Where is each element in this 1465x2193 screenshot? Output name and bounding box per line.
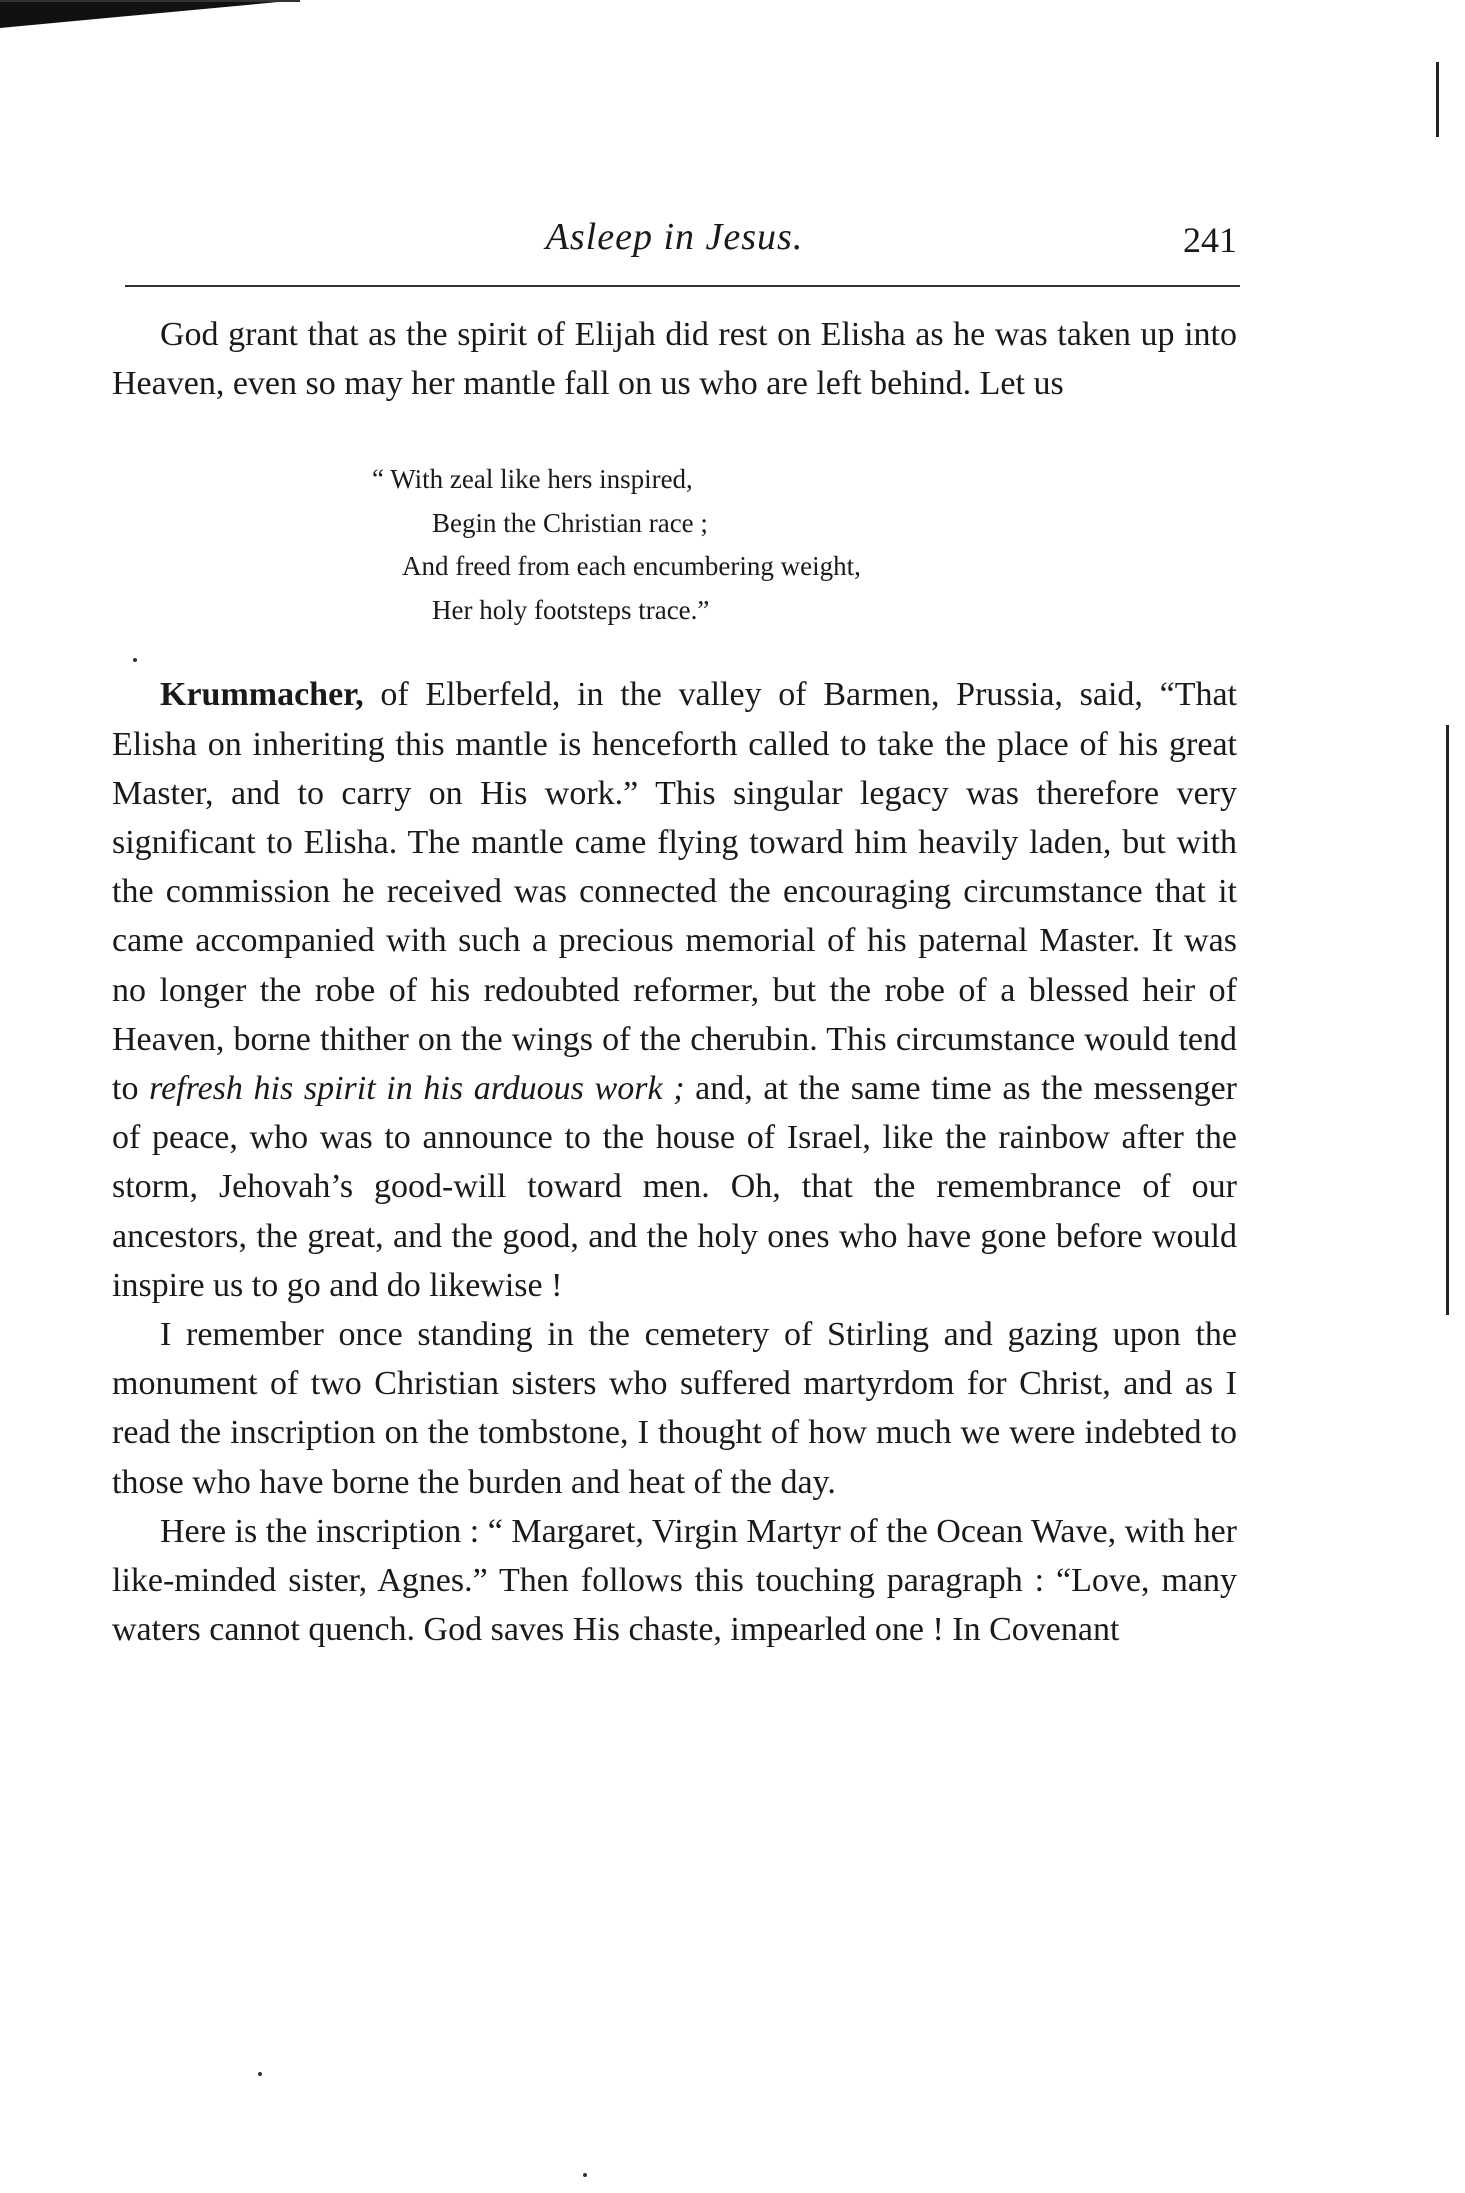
- verse-line-3: And freed from each encumbering weight,: [402, 551, 861, 582]
- scan-speck: [258, 2072, 262, 2076]
- running-title: Asleep in Jesus.: [545, 216, 804, 258]
- header-rule: [125, 285, 1240, 287]
- scan-speck: [133, 658, 137, 662]
- verse-line-4: Her holy footsteps trace.”: [432, 594, 710, 625]
- corner-scan-rule: [0, 0, 300, 2]
- krummacher-name: Krummacher,: [160, 676, 364, 714]
- krummacher-text-a: of Elberfeld, in the valley of Barmen, Prussia, said, “That Elisha on inheriting this mantle is henceforth called to take the place of his great Master, and to carry on His work.” This singular legacy was therefore very significant to Elisha. The mantle came flying toward him heavily laden, but with the commission he received was connected the encouraging circumstance that it came accompanied with such a precious memorial of his paternal Master. It was no longer the robe of his redoubted reformer, but the robe of a blessed heir of Heaven, borne thither on the wings of the cherubin. This circumstance would tend to: [112, 676, 1237, 1108]
- page-header: [112, 215, 1237, 267]
- right-edge-line-top: [1436, 62, 1439, 137]
- corner-scan-mark: [0, 0, 300, 28]
- scan-speck: [583, 2173, 587, 2177]
- verse-quotation: [372, 458, 1237, 632]
- krummacher-text-b: and, at the same time as the messenger of peace, who was to announce to the house of Israel, like the rainbow after the storm, Jehovah’s good-will toward men. Oh, that the remembrance of our ancestors, the great, and the good, and the holy ones who have gone before would inspire us to go and do likewise !: [112, 1070, 1237, 1304]
- page-number: 241: [1183, 220, 1237, 260]
- paragraph-krummacher: [112, 670, 1237, 1310]
- verse-line-2: Begin the Christian race ;: [432, 507, 708, 538]
- page-body: [112, 310, 1237, 1654]
- paragraph-elijah-mantle: God grant that as the spirit of Elijah did rest on Elisha as he was taken up into Heaven, even so may her mantle fall on us who are left behind. Let us: [112, 316, 1237, 403]
- right-edge-line-middle: [1446, 725, 1449, 1315]
- verse-line-1: “ With zeal like hers inspired,: [372, 464, 693, 495]
- krummacher-italic-phrase: refresh his spirit in his arduous work ;: [149, 1070, 685, 1108]
- paragraph-stirling-cemetery: I remember once standing in the cemetery of Stirling and gazing upon the monument of two Christian sisters who suffered martyrdom for Christ, and as I read the inscription on the tombstone, I thought of how much we were indebted to those who have borne the burden and heat of the day.: [112, 1316, 1237, 1501]
- paragraph-inscription: Here is the inscription : “ Margaret, Virgin Martyr of the Ocean Wave, with her like-minded sister, Agnes.” Then follows this touching paragraph : “Love, many waters cannot quench. God saves His chaste, impearled one ! In Covenant: [112, 1512, 1237, 1649]
